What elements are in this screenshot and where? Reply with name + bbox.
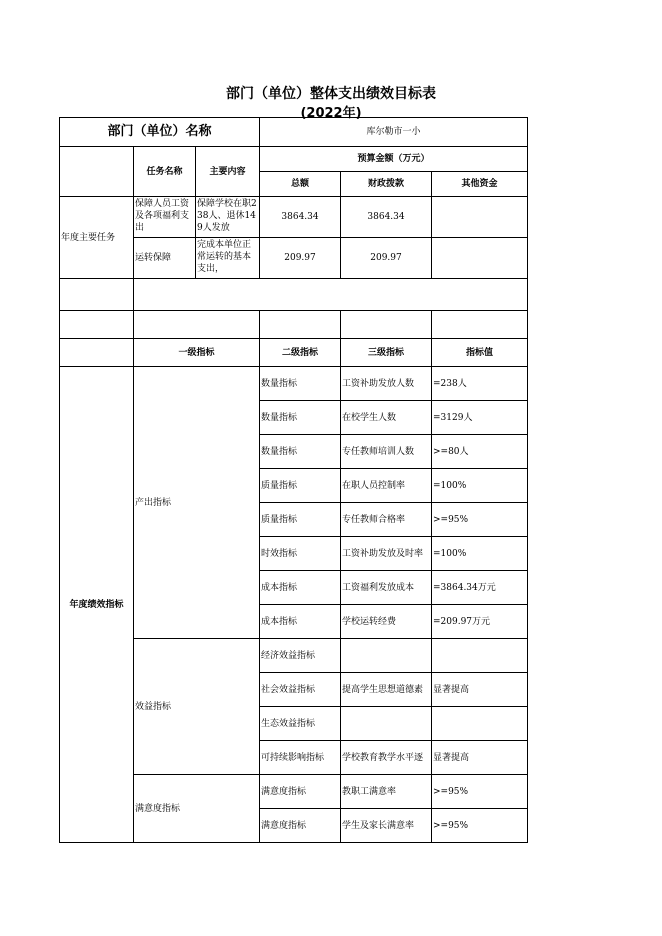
level3-cell: 提高学生思想道德素 xyxy=(341,673,432,707)
level3-cell xyxy=(341,707,432,741)
task-total-cell: 209.97 xyxy=(260,238,341,279)
task-fiscal-cell: 209.97 xyxy=(341,238,432,279)
level1-header: 一级指标 xyxy=(134,339,260,367)
level3-cell: 工资福利发放成本 xyxy=(341,571,432,605)
blank-cell xyxy=(341,311,432,339)
value-cell: =3129人 xyxy=(432,401,528,435)
level3-cell: 学校教育教学水平逐 xyxy=(341,741,432,775)
dept-name-value: 库尔勒市一小 xyxy=(260,118,528,147)
level2-cell: 社会效益指标 xyxy=(260,673,341,707)
value-cell: =3864.34万元 xyxy=(432,571,528,605)
blank-cell xyxy=(134,311,260,339)
blank-cell xyxy=(432,311,528,339)
level2-cell: 满意度指标 xyxy=(260,775,341,809)
level2-cell: 时效指标 xyxy=(260,537,341,571)
task-total-cell: 3864.34 xyxy=(260,197,341,238)
level3-cell: 在校学生人数 xyxy=(341,401,432,435)
value-cell: =209.97万元 xyxy=(432,605,528,639)
value-cell: >=80人 xyxy=(432,435,528,469)
level3-cell: 教职工满意率 xyxy=(341,775,432,809)
value-cell: 显著提高 xyxy=(432,741,528,775)
page-title: 部门（单位）整体支出绩效目标表 xyxy=(226,86,436,102)
level3-cell: 学校运转经费 xyxy=(341,605,432,639)
task-name-cell: 保障人员工资及各项福利支出 xyxy=(134,197,196,238)
level3-cell: 专任教师合格率 xyxy=(341,503,432,537)
level3-cell: 专任教师培训人数 xyxy=(341,435,432,469)
task-name-cell: 运转保障 xyxy=(134,238,196,279)
level2-cell: 生态效益指标 xyxy=(260,707,341,741)
task-other-cell xyxy=(432,238,528,279)
value-cell: >=95% xyxy=(432,775,528,809)
value-cell: 显著提高 xyxy=(432,673,528,707)
level3-cell: 工资补助发放人数 xyxy=(341,367,432,401)
task-content-cell: 完成本单位正常运转的基本支出， xyxy=(196,238,260,279)
annual-tasks-label: 年度主要任务 xyxy=(60,197,134,279)
level2-cell: 数量指标 xyxy=(260,367,341,401)
value-cell: =238人 xyxy=(432,367,528,401)
task-fiscal-cell: 3864.34 xyxy=(341,197,432,238)
value-cell: >=95% xyxy=(432,809,528,843)
year-subtitle: (2022年) xyxy=(300,106,362,121)
output-indicator-group: 产出指标 xyxy=(134,367,260,639)
level3-cell: 在职人员控制率 xyxy=(341,469,432,503)
fiscal-header: 财政拨款 xyxy=(341,172,432,197)
level2-cell: 数量指标 xyxy=(260,435,341,469)
benefit-indicator-group: 效益指标 xyxy=(134,639,260,775)
perf-indicator-label: 年度绩效指标 xyxy=(60,367,134,843)
dept-name-label: 部门（单位）名称 xyxy=(60,118,260,147)
performance-table xyxy=(59,117,528,843)
level2-header: 二级指标 xyxy=(260,339,341,367)
level3-cell: 学生及家长满意率 xyxy=(341,809,432,843)
value-cell: =100% xyxy=(432,537,528,571)
level2-cell: 可持续影响指标 xyxy=(260,741,341,775)
value-header: 指标值 xyxy=(432,339,528,367)
satisfaction-indicator-group: 满意度指标 xyxy=(134,775,260,843)
other-funds-header: 其他资金 xyxy=(432,172,528,197)
value-cell xyxy=(432,707,528,741)
level2-cell: 数量指标 xyxy=(260,401,341,435)
task-content-cell: 保障学校在职238人、退休149人发放 xyxy=(196,197,260,238)
level2-cell: 成本指标 xyxy=(260,571,341,605)
blank-cell xyxy=(60,147,134,197)
level2-cell: 成本指标 xyxy=(260,605,341,639)
value-cell: =100% xyxy=(432,469,528,503)
level3-header: 三级指标 xyxy=(341,339,432,367)
main-content-header: 主要内容 xyxy=(196,147,260,197)
level2-cell: 质量指标 xyxy=(260,469,341,503)
value-cell xyxy=(432,639,528,673)
blank-cell xyxy=(260,311,341,339)
blank-cell xyxy=(60,339,134,367)
blank-cell xyxy=(60,279,134,311)
level2-cell: 经济效益指标 xyxy=(260,639,341,673)
value-cell: >=95% xyxy=(432,503,528,537)
blank-cell xyxy=(60,311,134,339)
task-other-cell xyxy=(432,197,528,238)
task-name-header: 任务名称 xyxy=(134,147,196,197)
level2-cell: 满意度指标 xyxy=(260,809,341,843)
budget-header: 预算金额（万元） xyxy=(260,147,528,172)
total-header: 总额 xyxy=(260,172,341,197)
blank-cell xyxy=(134,279,528,311)
level3-cell: 工资补助发放及时率 xyxy=(341,537,432,571)
level3-cell xyxy=(341,639,432,673)
level2-cell: 质量指标 xyxy=(260,503,341,537)
